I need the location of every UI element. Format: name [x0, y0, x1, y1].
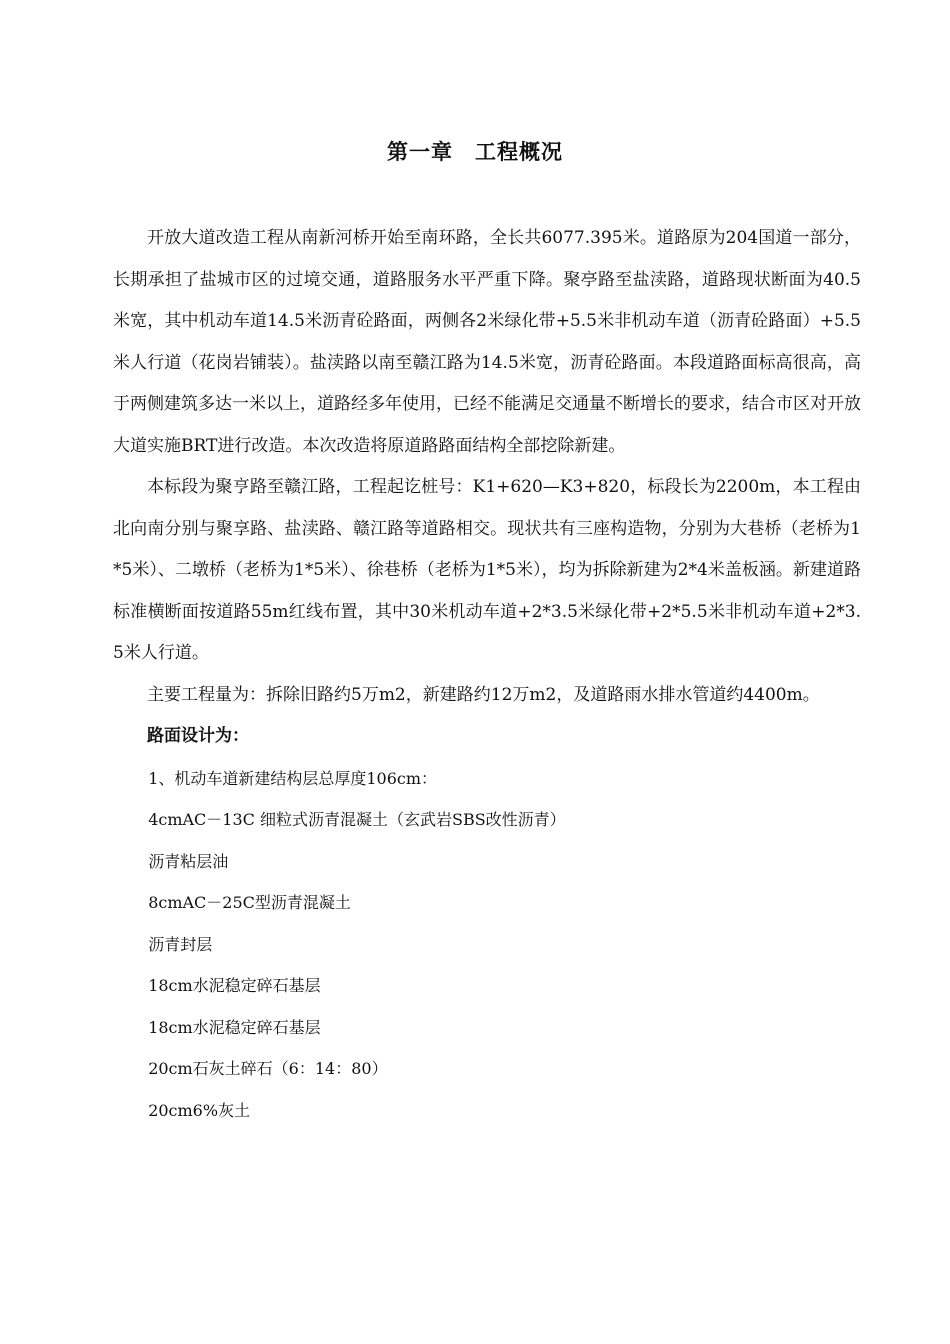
layer-item: 沥青封层 — [148, 934, 213, 954]
section-heading-pavement-design: 路面设计为： — [147, 726, 249, 746]
layer-item: 4cmAC－13C 细粒式沥青混凝土（玄武岩SBS改性沥青） — [148, 810, 566, 829]
document-body — [113, 218, 861, 1131]
layer-item: 18cm水泥稳定碎石基层 — [148, 976, 321, 995]
layer-item: 沥青粘层油 — [148, 851, 229, 871]
paragraph-main-quantities: 主要工程量为：拆除旧路约5万m2，新建路约12万m2，及道路雨水排水管道约4400m。 — [147, 684, 820, 705]
chapter-title: 第一章 工程概况 — [387, 140, 563, 164]
layer-item: 20cm6%灰土 — [148, 1100, 251, 1120]
layer-item: 20cm石灰土碎石（6：14：80） — [148, 1059, 388, 1078]
layer-item: 18cm水泥稳定碎石基层 — [148, 1017, 321, 1037]
layer-item: 8cmAC－25C型沥青混凝土 — [148, 893, 351, 912]
layer-item: 1、机动车道新建结构层总厚度106cm： — [148, 768, 438, 788]
paragraph-project-overview: 开放大道改造工程从南新河桥开始至南环路，全长共6077.395米。道路原为204国道一部分，长期承担了盐城市区的过境交通，道路服务水平严重下降。聚亭路至盐渎路，道路现状断面为40.5米宽，其中机动车道14.5米沥青砼路面，两侧各2米绿化带+5.5米非机动车道（沥青砼路面）+5.5米人行道（花岗岩铺装）。盐渎路以南至赣江路为14.5米宽，沥青砼路面。本段道路面标高很高，高于两侧建筑多达一米以上，道路经多年使用，已经不能满足交通量不断增长的要求，结合市区对开放大道实施BRT进行改造。本次改造将原道路路面结构全部挖除新建。 — [113, 228, 861, 456]
paragraph-section-scope: 本标段为聚亨路至赣江路，工程起讫桩号：K1+620—K3+820，标段长为2200m，本工程由北向南分别与聚享路、盐渎路、赣江路等道路相交。现状共有三座构造物，分别为大巷桥（老桥为1*5米）、二墩桥（老桥为1*5米）、徐巷桥（老桥为1*5米），均为拆除新建为2*4米盖板涵。新建道路标准横断面按道路55m红线布置，其中30米机动车道+2*3.5米绿化带+2*5.5米非机动车道+2*3.5米人行道。 — [113, 477, 861, 663]
